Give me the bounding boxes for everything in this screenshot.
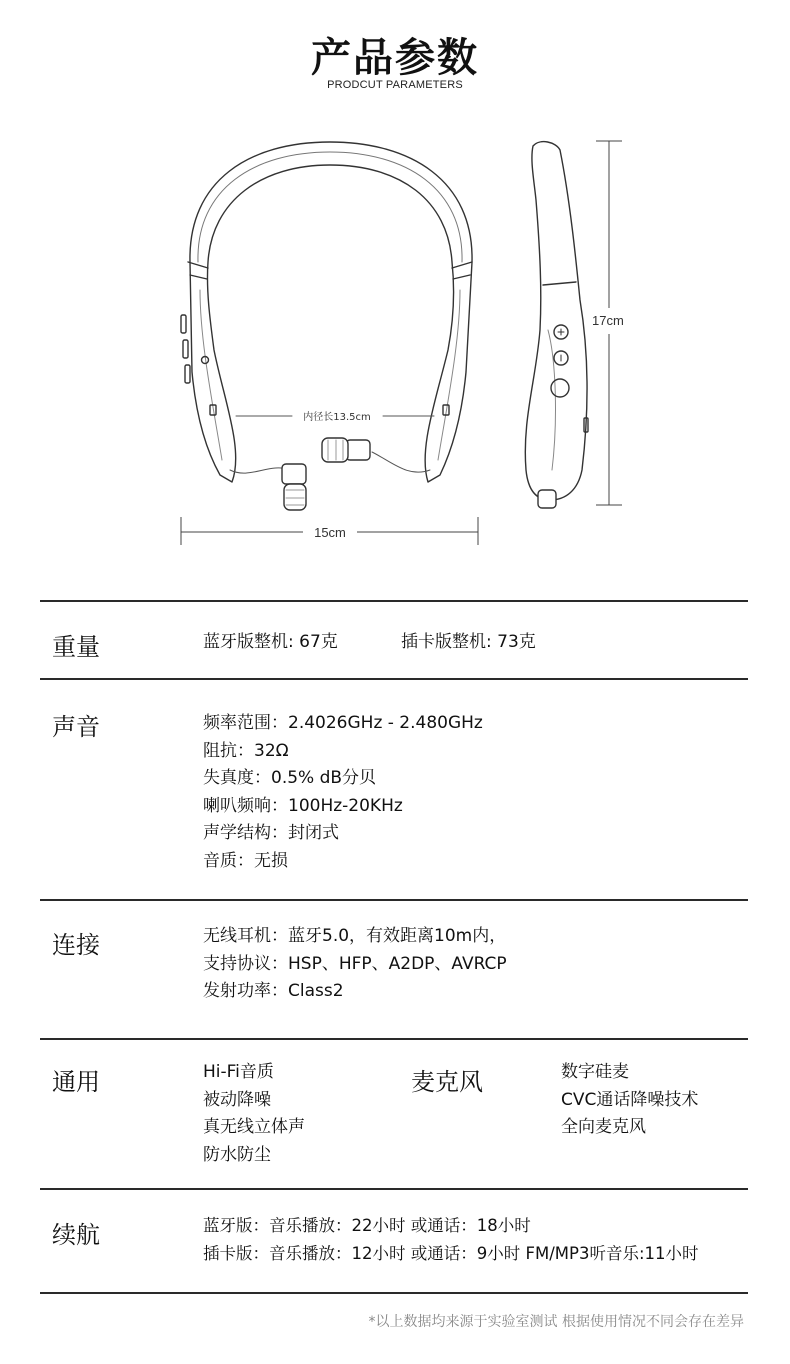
footnote: *以上数据均来源于实验室测试 根据使用情况不同会存在差异: [368, 1314, 744, 1330]
divider: [40, 678, 748, 680]
width-label: 15cm: [314, 525, 346, 540]
spec-line: 插卡版：音乐播放：12小时 或通话：9小时 FM/MP3听音乐:11小时: [203, 1243, 699, 1263]
neckband-side-view: [525, 142, 588, 508]
neckband-front-view: [181, 142, 472, 510]
spec-line: 发射功率：Class2: [203, 981, 344, 1001]
section-label-battery: 续航: [52, 1221, 100, 1249]
spec-line: 失真度：0.5% dB分贝: [203, 768, 377, 788]
page-title: 产品参数: [311, 35, 479, 81]
spec-line: 蓝牙版：音乐播放：22小时 或通话：18小时: [203, 1216, 531, 1235]
height-label: 17cm: [592, 313, 624, 328]
microphone-specs: [561, 1059, 698, 1142]
spec-line: 喇叭频响：100Hz-20KHz: [203, 795, 403, 816]
divider: [40, 1188, 748, 1190]
divider: [40, 600, 748, 602]
spec-line: 数字硅麦: [561, 1062, 629, 1082]
inner-diameter-label: 内径长13.5cm: [303, 412, 371, 423]
divider: [40, 899, 748, 901]
weight-bluetooth: 蓝牙版整机: 67克: [203, 632, 338, 652]
spec-line: 阻抗：32Ω: [203, 740, 289, 761]
spec-line: 频率范围：2.4026GHz - 2.480GHz: [203, 713, 483, 733]
page-subtitle: PRODCUT PARAMETERS: [327, 79, 463, 91]
spec-line: 被动降噪: [203, 1089, 271, 1110]
section-label-weight: 重量: [52, 633, 100, 661]
spec-line: 全向麦克风: [561, 1117, 646, 1137]
spec-line: 真无线立体声: [203, 1117, 305, 1137]
divider: [40, 1038, 748, 1040]
spec-line: 声学结构：封闭式: [203, 823, 339, 843]
general-specs: [203, 1059, 305, 1169]
weight-card: 插卡版整机: 73克: [401, 632, 536, 652]
spec-line: CVC通话降噪技术: [561, 1089, 699, 1110]
section-label-microphone: 麦克风: [411, 1068, 483, 1096]
battery-specs: [203, 1212, 699, 1267]
spec-line: 防水防尘: [203, 1144, 271, 1165]
sound-specs: [203, 710, 483, 875]
product-diagram: [0, 0, 790, 560]
spec-line: Hi-Fi音质: [203, 1062, 274, 1082]
spec-line: 支持协议：HSP、HFP、A2DP、AVRCP: [203, 953, 507, 974]
section-label-sound: 声音: [52, 713, 100, 741]
divider: [40, 1292, 748, 1294]
spec-line: 无线耳机：蓝牙5.0，有效距离10m内，: [203, 926, 507, 946]
spec-line: 音质：无损: [203, 850, 288, 871]
section-label-connection: 连接: [52, 931, 100, 959]
section-label-general: 通用: [52, 1068, 100, 1096]
connection-specs: [203, 923, 507, 1006]
